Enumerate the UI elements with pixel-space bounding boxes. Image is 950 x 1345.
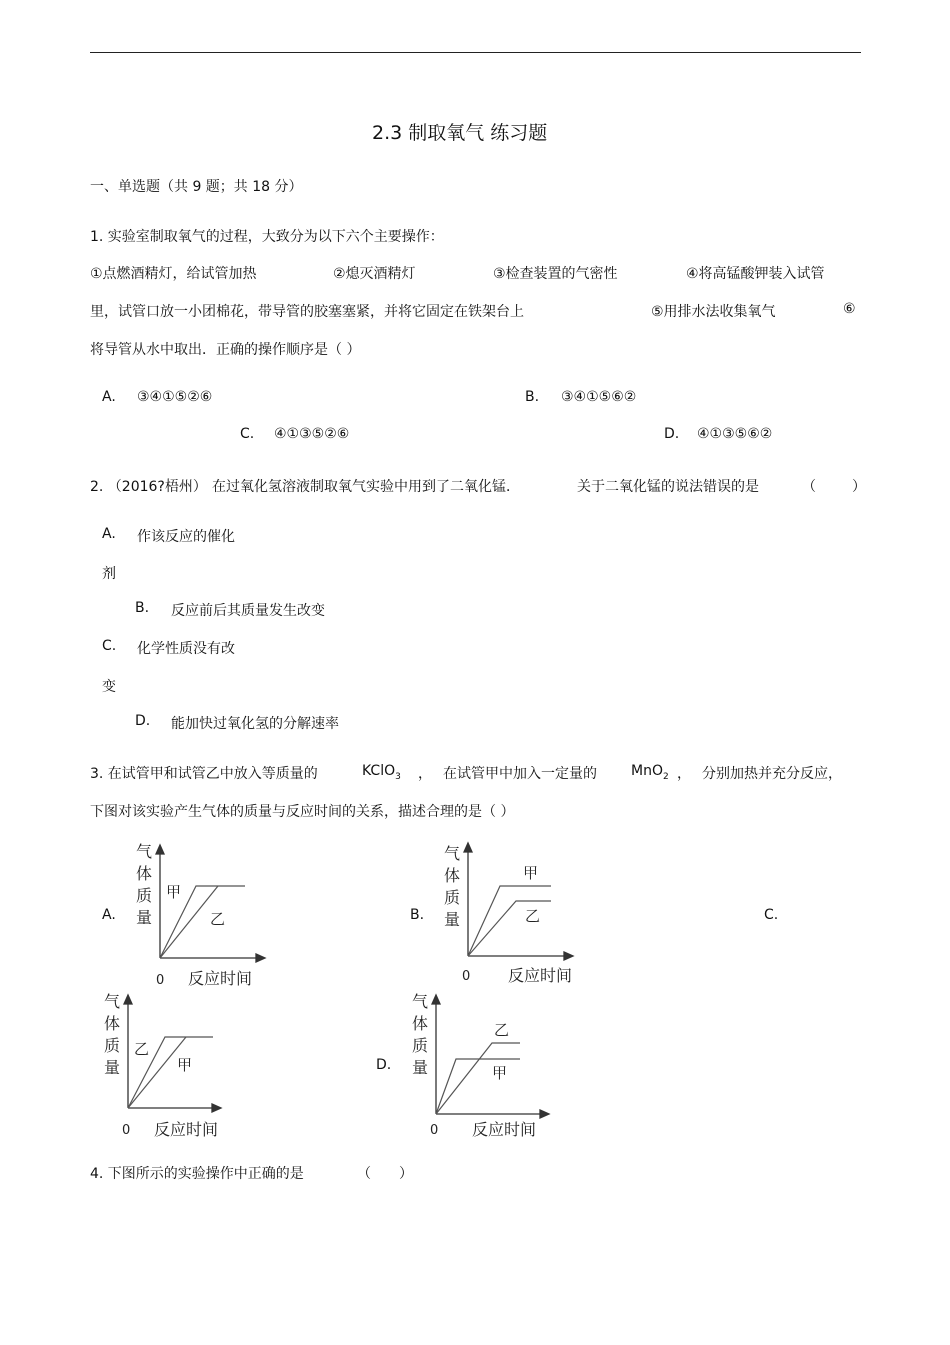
- q2-option-c-cont: 变: [102, 679, 116, 695]
- x-axis-arrow: [564, 952, 573, 960]
- x-axis-arrow: [540, 1110, 549, 1118]
- q2-option-a-cont: 剂: [102, 566, 116, 582]
- label-jia: 甲: [523, 864, 539, 882]
- q3-comma-1: ，: [418, 766, 432, 782]
- q2-paren-close: ）: [852, 479, 866, 495]
- q2-stem: 在过氧化氢溶液制取氧气实验中用到了二氧化锰．: [212, 479, 520, 495]
- ylabel-4: 量: [136, 908, 153, 927]
- q1-option-d-label[interactable]: D.: [664, 426, 680, 442]
- q3-option-b-label[interactable]: B.: [410, 907, 425, 923]
- q2-option-a-text[interactable]: 作该反应的催化: [137, 529, 235, 545]
- ylabel-1: 气: [104, 992, 121, 1011]
- ylabel-3: 质: [136, 886, 153, 905]
- curve-jia: [436, 1059, 520, 1114]
- q2-option-a-label[interactable]: A.: [102, 526, 116, 542]
- q3-graph-d[interactable]: [406, 990, 556, 1142]
- q3-mno2: [631, 763, 669, 782]
- q3-graph-c[interactable]: [98, 990, 238, 1142]
- y-axis-arrow: [156, 845, 164, 854]
- q3-stem-b: 在试管甲中加入一定量的: [443, 766, 597, 782]
- page-title: 2.3 制取氧气 练习题: [372, 122, 548, 144]
- q1-option-c-text[interactable]: ④①③⑤②⑥: [274, 426, 350, 442]
- q2-paren-open: （: [802, 479, 816, 495]
- q3-option-a-label[interactable]: A.: [102, 907, 116, 923]
- label-jia: 甲: [166, 883, 182, 901]
- q3-mno2-sub: 2: [662, 771, 669, 782]
- label-yi: 乙: [525, 907, 541, 925]
- x-axis-arrow: [256, 954, 265, 962]
- q2-source: 2. （2016?梧州）: [90, 479, 207, 495]
- q1-option-b-text[interactable]: ③④①⑤⑥②: [561, 389, 637, 405]
- ylabel-2: 体: [412, 1014, 429, 1033]
- x-axis-arrow: [212, 1104, 221, 1112]
- q3-stem-2: 下图对该实验产生气体的质量与反应时间的关系，描述合理的是（ ）: [90, 804, 515, 820]
- q3-stem-c: 分别加热并充分反应，: [702, 766, 842, 782]
- origin-label: 0: [430, 1123, 439, 1138]
- label-yi: 乙: [134, 1040, 150, 1058]
- header-rule: [90, 52, 861, 53]
- q2-option-b-text[interactable]: 反应前后其质量发生改变: [171, 603, 325, 619]
- q1-op-6: ⑥: [843, 301, 856, 317]
- q3-option-d-label[interactable]: D.: [376, 1057, 392, 1073]
- ylabel-1: 气: [136, 842, 153, 861]
- q2-stem-tail: 关于二氧化锰的说法错误的是: [577, 479, 759, 495]
- y-axis-arrow: [124, 995, 132, 1004]
- q2-option-c-text[interactable]: 化学性质没有改: [137, 641, 235, 657]
- q1-op-6-cont: 将导管从水中取出．正确的操作顺序是（ ）: [90, 342, 361, 358]
- q2-option-c-label[interactable]: C.: [102, 638, 117, 654]
- section-heading: 一、单选题（共 9 题；共 18 分）: [90, 179, 303, 195]
- q1-option-d-text[interactable]: ④①③⑤⑥②: [697, 426, 773, 442]
- ylabel-1: 气: [412, 992, 429, 1011]
- ylabel-2: 体: [104, 1014, 121, 1033]
- q3-stem-a: 3. 在试管甲和试管乙中放入等质量的: [90, 766, 318, 782]
- q1-option-b-label[interactable]: B.: [525, 389, 540, 405]
- ylabel-4: 量: [444, 910, 461, 929]
- q4-paren-close: ）: [399, 1166, 413, 1182]
- q1-option-a-label[interactable]: A.: [102, 389, 116, 405]
- origin-label: 0: [462, 969, 471, 984]
- ylabel-2: 体: [444, 866, 461, 885]
- ylabel-4: 量: [412, 1058, 429, 1077]
- ylabel-4: 量: [104, 1058, 121, 1077]
- y-axis-arrow: [464, 843, 472, 852]
- q1-op-1: ①点燃酒精灯，给试管加热: [90, 266, 257, 282]
- q1-op-3: ③检查装置的气密性: [493, 266, 618, 282]
- q4-stem: 4. 下图所示的实验操作中正确的是: [90, 1166, 304, 1182]
- label-jia: 甲: [492, 1064, 508, 1082]
- ylabel-2: 体: [136, 864, 153, 883]
- q1-op-2: ②熄灭酒精灯: [333, 266, 416, 282]
- ylabel-1: 气: [444, 844, 461, 863]
- label-jia: 甲: [177, 1056, 193, 1074]
- ylabel-3: 质: [104, 1036, 121, 1055]
- q3-graph-b[interactable]: [438, 838, 578, 990]
- q1-op-5: ⑤用排水法收集氧气: [651, 304, 776, 320]
- q3-mno2-formula: MnO: [631, 763, 663, 779]
- q1-option-a-text[interactable]: ③④①⑤②⑥: [137, 389, 213, 405]
- q2-option-d-text[interactable]: 能加快过氧化氢的分解速率: [171, 716, 339, 732]
- q1-op-4-cont: 里，试管口放一小团棉花，带导管的胶塞塞紧，并将它固定在铁架台上: [90, 304, 524, 320]
- q3-kclo3: [362, 763, 401, 782]
- xlabel: 反应时间: [508, 966, 573, 985]
- q4-paren-open: （: [357, 1166, 371, 1182]
- q3-graph-a[interactable]: [130, 840, 270, 992]
- origin-label: 0: [122, 1123, 131, 1138]
- ylabel-3: 质: [444, 888, 461, 907]
- xlabel: 反应时间: [188, 969, 253, 988]
- label-yi: 乙: [494, 1021, 510, 1039]
- q1-intro: 1. 实验室制取氧气的过程，大致分为以下六个主要操作：: [90, 229, 444, 245]
- y-axis-arrow: [432, 995, 440, 1004]
- q3-kclo3-sub: 3: [395, 771, 401, 782]
- q2-option-d-label[interactable]: D.: [135, 713, 151, 729]
- q3-option-c-label[interactable]: C.: [764, 907, 779, 923]
- origin-label: 0: [156, 973, 165, 988]
- q2-option-b-label[interactable]: B.: [135, 600, 150, 616]
- xlabel: 反应时间: [154, 1120, 219, 1139]
- q3-kclo3-formula: KClO: [362, 763, 396, 779]
- q1-op-4: ④将高锰酸钾装入试管: [686, 266, 825, 282]
- ylabel-3: 质: [412, 1036, 429, 1055]
- q3-comma-2: ，: [677, 766, 691, 782]
- q1-option-c-label[interactable]: C.: [240, 426, 255, 442]
- xlabel: 反应时间: [472, 1120, 537, 1139]
- label-yi: 乙: [210, 910, 226, 928]
